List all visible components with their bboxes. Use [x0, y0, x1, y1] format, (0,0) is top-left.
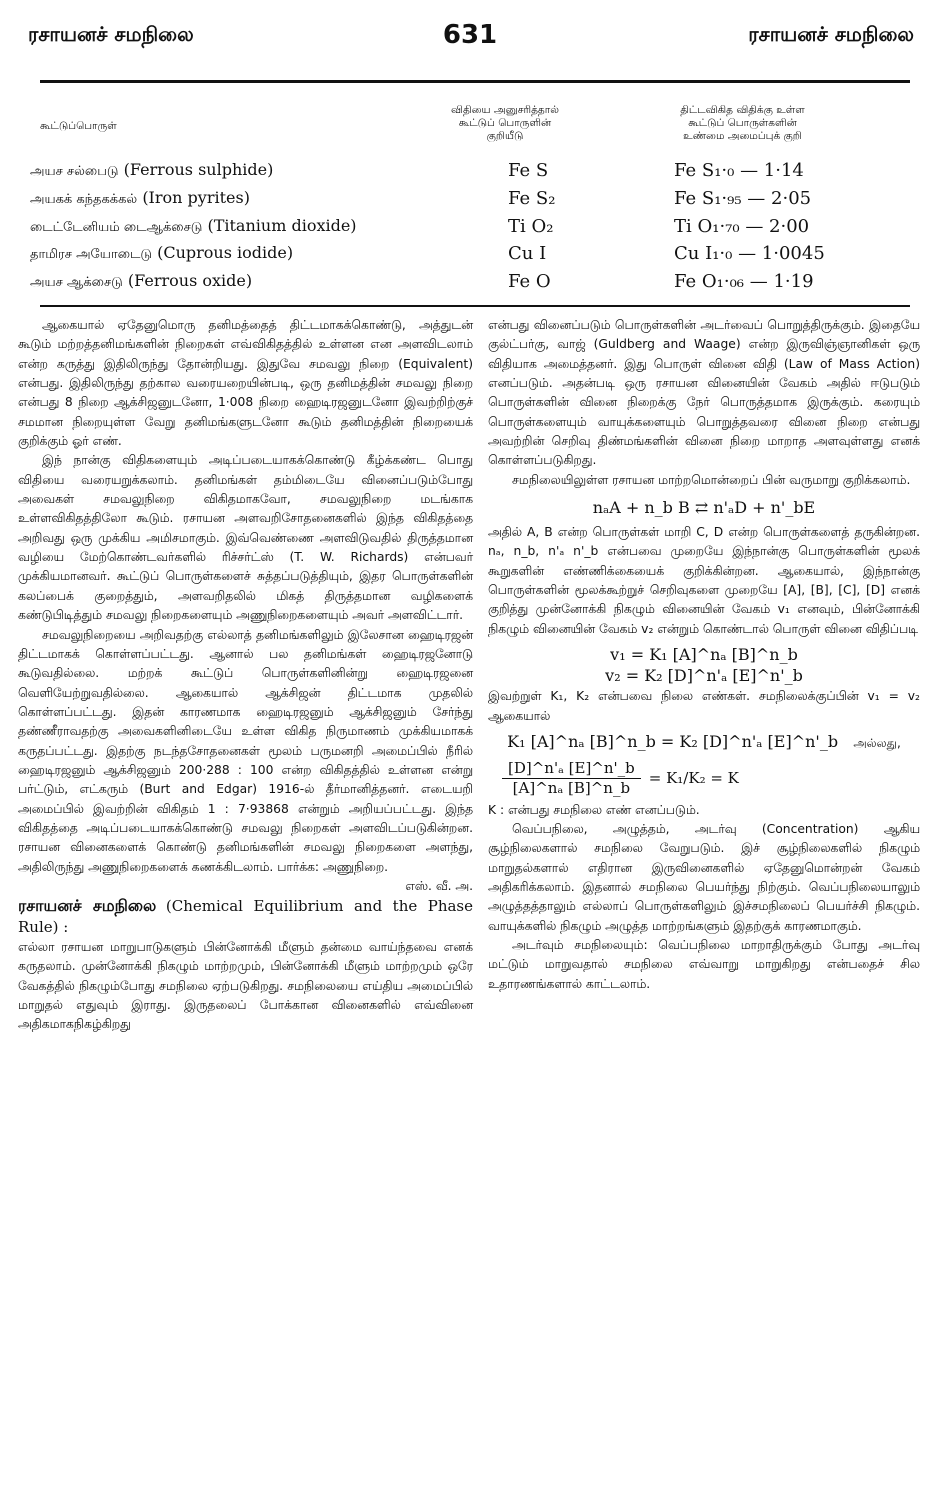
- paragraph: K : என்பது சமநிலை எண் எனப்படும்.: [488, 802, 700, 817]
- paragraph: சமநிலையிலுள்ள ரசாயன மாற்றமொன்றைப் பின் வருமாறு குறிக்கலாம்.: [512, 472, 911, 487]
- table-head-formula: விதியை அனுசரித்தால் கூட்டுப் பொருளின் குறியீடு: [451, 104, 559, 142]
- law-formula: Cu I: [508, 243, 547, 264]
- compound-name: அயச சல்பைடு (Ferrous sulphide): [30, 160, 274, 179]
- actual-formula: Fe O₁·₀₆ — 1·19: [674, 271, 814, 292]
- compound-name: டைட்டேனியம் டைஆக்சைடு (Titanium dioxide): [30, 216, 357, 235]
- table-row: [30, 243, 910, 269]
- author-signature: எஸ். வீ. அ.: [405, 878, 473, 893]
- actual-formula: Cu I₁·₀ — 1·0045: [674, 243, 825, 264]
- paragraph: என்பது வினைப்படும் பொருள்களின் அடர்வைப் பொறுத்திருக்கும். இதையே குல்ட்பர்கு, வாஜ் (Guldberg and Waage) என்ற இருவிஞ்ஞானிகள் ஒரு விதியாக அமைத்தனர். இது பொருள் வினை விதி (Law of Mass Action) எனப்படும். அதன்படி ஒரு ரசாயன வினையின் வேகம் அதில் ஈடுபடும் பொருள்களின் வினை நிறைக்கு நேர் பொருத்தமாக இருக்கும். கரையும் பொருள்களையும் வாயுக்களையும் பொறுத்தவரை வினை நிறை என்பது அவற்றின் செறிவு திண்மங்களின் வினை நிறை மாறாத அளவுள்ளது எனக் கொள்ளப்படுகிறது.: [488, 318, 920, 468]
- page-number: 631: [442, 20, 498, 50]
- law-formula: Ti O₂: [508, 216, 554, 237]
- fraction-numerator: [D]^n'ₐ [E]^n'_b: [502, 759, 641, 779]
- compound-name: அயச ஆக்சைடு (Ferrous oxide): [30, 271, 253, 290]
- table-row: [30, 271, 910, 297]
- table-head-actual: திட்டவிகித விதிக்கு உள்ள கூட்டுப் பொருள்களின் உண்மை அமைப்புக் குறி: [680, 104, 805, 142]
- actual-formula: Ti O₁·₇₀ — 2·00: [674, 216, 810, 237]
- actual-formula: Fe S₁·₀ — 1·14: [674, 160, 804, 181]
- fraction-denominator: [A]^nₐ [B]^n_b: [512, 779, 631, 798]
- table-row: [30, 160, 910, 186]
- compound-name: தாமிரச அயோடைடு (Cuprous iodide): [30, 243, 294, 262]
- law-formula: Fe S: [508, 160, 549, 181]
- rate-equation-forward: v₁ = K₁ [A]^nₐ [B]^n_b: [610, 645, 798, 665]
- actual-formula: Fe S₁·₉₅ — 2·05: [674, 188, 812, 209]
- rate-equation-backward: v₂ = K₂ [D]^n'ₐ [E]^n'_b: [605, 666, 803, 686]
- right-column: [488, 316, 920, 994]
- running-header-left: ரசாயனச் சமநிலை: [28, 22, 194, 46]
- top-rule: [40, 80, 910, 83]
- table-bottom-rule: [40, 305, 910, 307]
- table-row: [30, 216, 910, 242]
- paragraph: அடர்வும் சமநிலையும்: வெப்பநிலை மாறாதிருக்கும் போது அடர்வு மட்டும் மாறுவதால் சமநிலை எவ்வாறு மாறுகிறது என்பதைச் சில உதாரணங்களால் காட்டலாம்.: [488, 937, 920, 991]
- paragraph: எல்லா ரசாயன மாறுபாடுகளும் பின்னோக்கி மீளும் தன்மை வாய்ந்தவை எனக் கருதலாம். முன்னோக்கி நிகழும் மாற்றமும், பின்னோக்கி மீளும் மாற்றமும் ஒரே வேகத்தில் நிகழும்போது சமநிலை ஏற்படுகிறது. சமநிலையை எய்திய அமைப்பில் மாறுதல் எதுவும் இராது. இருதலைப் போக்கான வினைகளில் எவ்வினை அதிகமாகநிகழ்கிறது: [18, 940, 473, 1032]
- law-formula: Fe O: [508, 271, 551, 292]
- table-row: [30, 188, 910, 214]
- paragraph: ஆகையால் ஏதேனுமொரு தனிமத்தைத் திட்டமாகக்கொண்டு, அத்துடன் கூடும் மற்றத்தனிமங்களின் நிறைகள் எவ்விகிதத்தில் உள்ளன என அளவிடலாம் என்ற கருத்து இதிலிருந்து தோன்றியது. இதுவே சமவலு நிறை (Equivalent) என்பது. இதிலிருந்து தற்கால வரையறையின்படி, ஒரு தனிமத்தின் சமவலு நிறை என்பது 8 நிறை ஆக்சிஜனுடனோ, 1·008 நிறை ஹைடிரஜனுடனோ இவற்றிற்குச் சமமான நிறையுள்ள வேறு தனிமங்களுடனோ கூடும் தனிமத்தின் நிறையைக் குறிக்கும் ஓர் எண்.: [18, 318, 473, 449]
- paragraph: அதில் A, B என்ற பொருள்கள் மாறி C, D என்ற பொருள்களைத் தருகின்றன. nₐ, n_b, n'ₐ n'_b என்பவை முறையே இந்நான்கு பொருள்களின் மூலக் கூறுகளின் எண்ணிக்கையைக் குறிக்கின்றன. ஆகையால், இந்நான்கு பொருள்களின் மூலக்கூற்றுச் செறிவுகளை முறையே [A], [B], [C], [D] எனக் குறித்து முன்னோக்கி நிகழும் வினையின் வேகம் v₁ எனவும், பின்னோக்கி நிகழும் வினையின் வேகம் v₂ என்றும் கொண்டால் பொருள் வினை விதிப்படி: [488, 525, 920, 636]
- paragraph: இந் நான்கு விதிகளையும் அடிப்படையாகக்கொண்டு கீழ்க்கண்ட பொது விதியை வரையறுக்கலாம். தனிமங்கள் தம்மிடையே வினைப்படும்போது அவைகள் சமவலுநிறை விகிதமாகவோ, சமவலுநிறை மடங்காக உள்ளவிகிதத்திலோ கூடும். ரசாயன அளவறிசோதனைகளில் இந்த விகிதத்தை அறிவது ஒரு முக்கிய அமிசமாகும். இவ்வெண்ணை அளவிடுவதில் திருத்தமான வழியை மேற்கொண்டவர்களில் ரிச்சர்ட்ஸ் (T. W. Richards) என்பவர் முக்கியமானவர். கூட்டுப் பொருள்களைச் சுத்தப்படுத்தியும், இதர பொருள்களின் கலப்பைக் குறைத்தும், அளவறிதலில் மிகத் திருத்தமான வழிகளைக் கண்டுபிடித்தும் சமவலு நிறைகளையும் அணுநிறைகளையும் அவர் அளவிட்டார்.: [18, 453, 473, 623]
- compound-name: அயகக் கந்தகக்கல் (Iron pyrites): [30, 188, 250, 207]
- running-header-right: ரசாயனச் சமநிலை: [748, 22, 914, 46]
- table-head-compound: கூட்டுப்பொருள்: [40, 120, 117, 132]
- equilibrium-equation: K₁ [A]^nₐ [B]^n_b = K₂ [D]^n'ₐ [E]^n'_b அல்லது,: [507, 731, 901, 751]
- reaction-equation: nₐA + n_b B ⇄ n'ₐD + n'_bE: [592, 498, 816, 518]
- equilibrium-fraction: [502, 759, 920, 799]
- article-heading: ரசாயனச் சமநிலை (Chemical Equilibrium and the Phase Rule) :: [18, 896, 473, 936]
- law-formula: Fe S₂: [508, 188, 556, 209]
- fraction-rhs: = K₁/K₂ = K: [648, 769, 739, 788]
- paragraph: வெப்பநிலை, அழுத்தம், அடர்வு (Concentration) ஆகிய சூழ்நிலைகளால் சமநிலை வேறுபடும். இச் சூழ்நிலைகளில் நிகழும் மாறுதல்களால் எதிரான இருவினைகளில் ஏதேனுமொன்றன் வேகம் அதிகரிக்கலாம். இதனால் சமநிலை பெயர்ந்து நிற்கும். வெப்பநிலையாலும் அழுத்தத்தாலும் எல்லாப் பொருள்களிலும் இச்சமநிலைப் பெயர்ச்சி நிகழும். வாயுக்களில் நிகழும் அழுத்த மாற்றங்களும் இதற்குக் காரணமாகும்.: [488, 821, 920, 933]
- paragraph: இவற்றுள் K₁, K₂ என்பவை நிலை எண்கள். சமநிலைக்குப்பின் v₁ = v₂ ஆகையால்: [488, 689, 920, 723]
- paragraph: சமவலுநிறையை அறிவதற்கு எல்லாத் தனிமங்களிலும் இலேசான ஹைடிரஜன் திட்டமாகக் கொள்ளப்பட்டது. ஆனால் பல தனிமங்கள் ஹைடிரஜனோடு கூடுவதில்லை. மற்றக் கூட்டுப் பொருள்களினின்று ஹைடிரஜனை வெளியேற்றுவதில்லை. ஆகையால் ஆக்சிஜன் திட்டமாக முதலில் கொள்ளப்பட்டது. இதன் காரணமாக ஹைடிரஜனும் ஆக்சிஜனும் சேர்ந்து தண்ணீராவதற்கு அவைகளினிடையே உள்ள விகித நிருமாணம் முக்கியமாகக் கருதப்பட்டது. இதற்கு நடந்தசோதனைகள் மூலம் பருமனறி அமைப்பில் நீரில் ஹைடிரஜனும் ஆக்சிஜனும் 200·288 : 100 என்ற விகிதத்தில் உள்ளன என்று பர்ட்டும், எட்கரும் (Burt and Edgar) 1916-ல் தீர்மானித்தனர். எடையறி அமைப்பில் இவற்றின் விகிதம் 1 : 7·93868 என்றும் அறியப்பட்டது. இந்த விகிதத்தை அடிப்படையாகக்கொண்டு சமவலு நிறைகள் அளவிடப்படுகின்றன. ரசாயன வினைகளைக் கொண்டு தனிமங்களின் சமவலு நிறைகளை அளந்து, அதிலிருந்து அணுநிறைகளைக் கணக்கிடலாம். பார்க்க: அணுநிறை.: [18, 627, 473, 874]
- left-column: [18, 316, 473, 1035]
